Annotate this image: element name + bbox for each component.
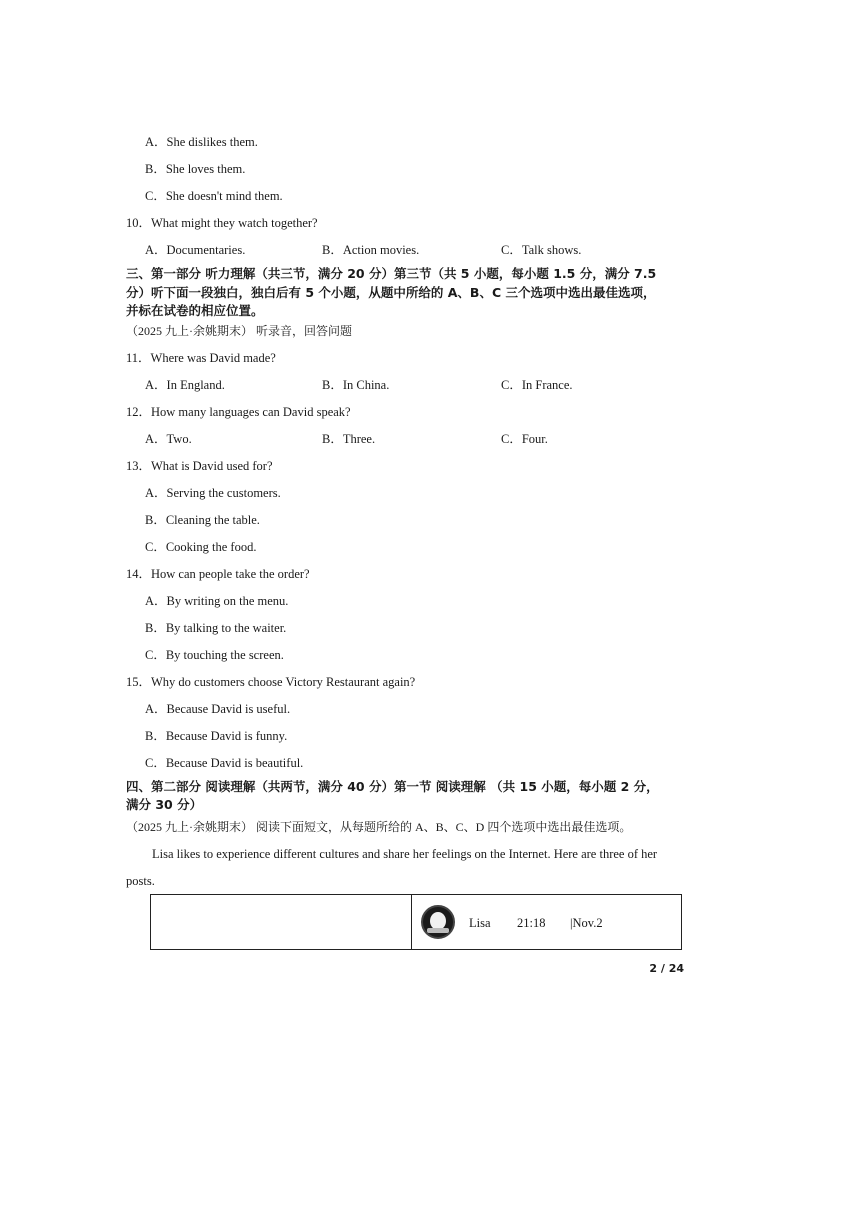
section3-heading-line3: 并标在试卷的相应位置。 — [126, 303, 264, 318]
q11-option-b: B．In China. — [322, 378, 390, 392]
q15-question: 15．Why do customers choose Victory Restaurant again? — [126, 675, 416, 689]
q10-option-a: A．Documentaries. — [145, 243, 246, 257]
post-author: Lisa — [469, 916, 491, 930]
q15-option-c: C．Because David is beautiful. — [145, 756, 304, 770]
q10-option-c: C．Talk shows. — [501, 243, 582, 257]
q13-option-c: C．Cooking the food. — [145, 540, 257, 554]
q12-option-b: B．Three. — [322, 432, 376, 446]
q9-option-a: A．She dislikes them. — [145, 135, 258, 149]
passage-line2: posts. — [126, 874, 155, 888]
section4-heading-line1: 四、第二部分 阅读理解（共两节，满分 40 分）第一节 阅读理解 （共 15 小题，每小题 2 分， — [126, 779, 659, 794]
q9-option-c: C．She doesn't mind them. — [145, 189, 283, 203]
post-time: 21:18 — [517, 916, 546, 930]
section3-heading-line2: 分）听下面一段独白，独白后有 5 个小题，从题中所给的 A、B、C 三个选项中选出最佳选项， — [126, 285, 656, 300]
q12-option-c: C．Four. — [501, 432, 548, 446]
q12-option-a: A．Two. — [145, 432, 192, 446]
q14-question: 14．How can people take the order? — [126, 567, 310, 581]
section3-source: （2025 九上·余姚期末） 听录音，回答问题 — [126, 324, 352, 338]
q15-option-a: A．Because David is useful. — [145, 702, 291, 716]
q11-option-c: C．In France. — [501, 378, 573, 392]
q11-question: 11．Where was David made? — [126, 351, 276, 365]
q13-question: 13．What is David used for? — [126, 459, 273, 473]
q13-option-a: A．Serving the customers. — [145, 486, 281, 500]
avatar-caption — [427, 928, 449, 933]
q9-option-b: B．She loves them. — [145, 162, 246, 176]
avatar-icon — [421, 905, 455, 939]
q12-question: 12．How many languages can David speak? — [126, 405, 351, 419]
passage-line1: Lisa likes to experience different cultures and share her feelings on the Internet. Here are three of her — [152, 847, 658, 861]
q14-option-b: B．By talking to the waiter. — [145, 621, 287, 635]
section4-heading-line2: 满分 30 分） — [126, 797, 203, 812]
q13-option-b: B．Cleaning the table. — [145, 513, 260, 527]
section3-heading-line1: 三、第一部分 听力理解（共三节，满分 20 分）第三节（共 5 小题，每小题 1.5 分，满分 7.5 — [126, 266, 657, 281]
post-table — [150, 894, 682, 950]
table-divider — [411, 895, 412, 949]
q11-option-a: A．In England. — [145, 378, 225, 392]
q10-question: 10．What might they watch together? — [126, 216, 318, 230]
section4-source: （2025 九上·余姚期末） 阅读下面短文，从每题所给的 A、B、C、D 四个选项中选出最佳选项。 — [126, 820, 632, 834]
q14-option-c: C．By touching the screen. — [145, 648, 284, 662]
q14-option-a: A．By writing on the menu. — [145, 594, 289, 608]
q15-option-b: B．Because David is funny. — [145, 729, 288, 743]
post-date: |Nov.2 — [570, 916, 603, 930]
q10-option-b: B．Action movies. — [322, 243, 420, 257]
page-number: 2 / 24 — [649, 962, 684, 975]
